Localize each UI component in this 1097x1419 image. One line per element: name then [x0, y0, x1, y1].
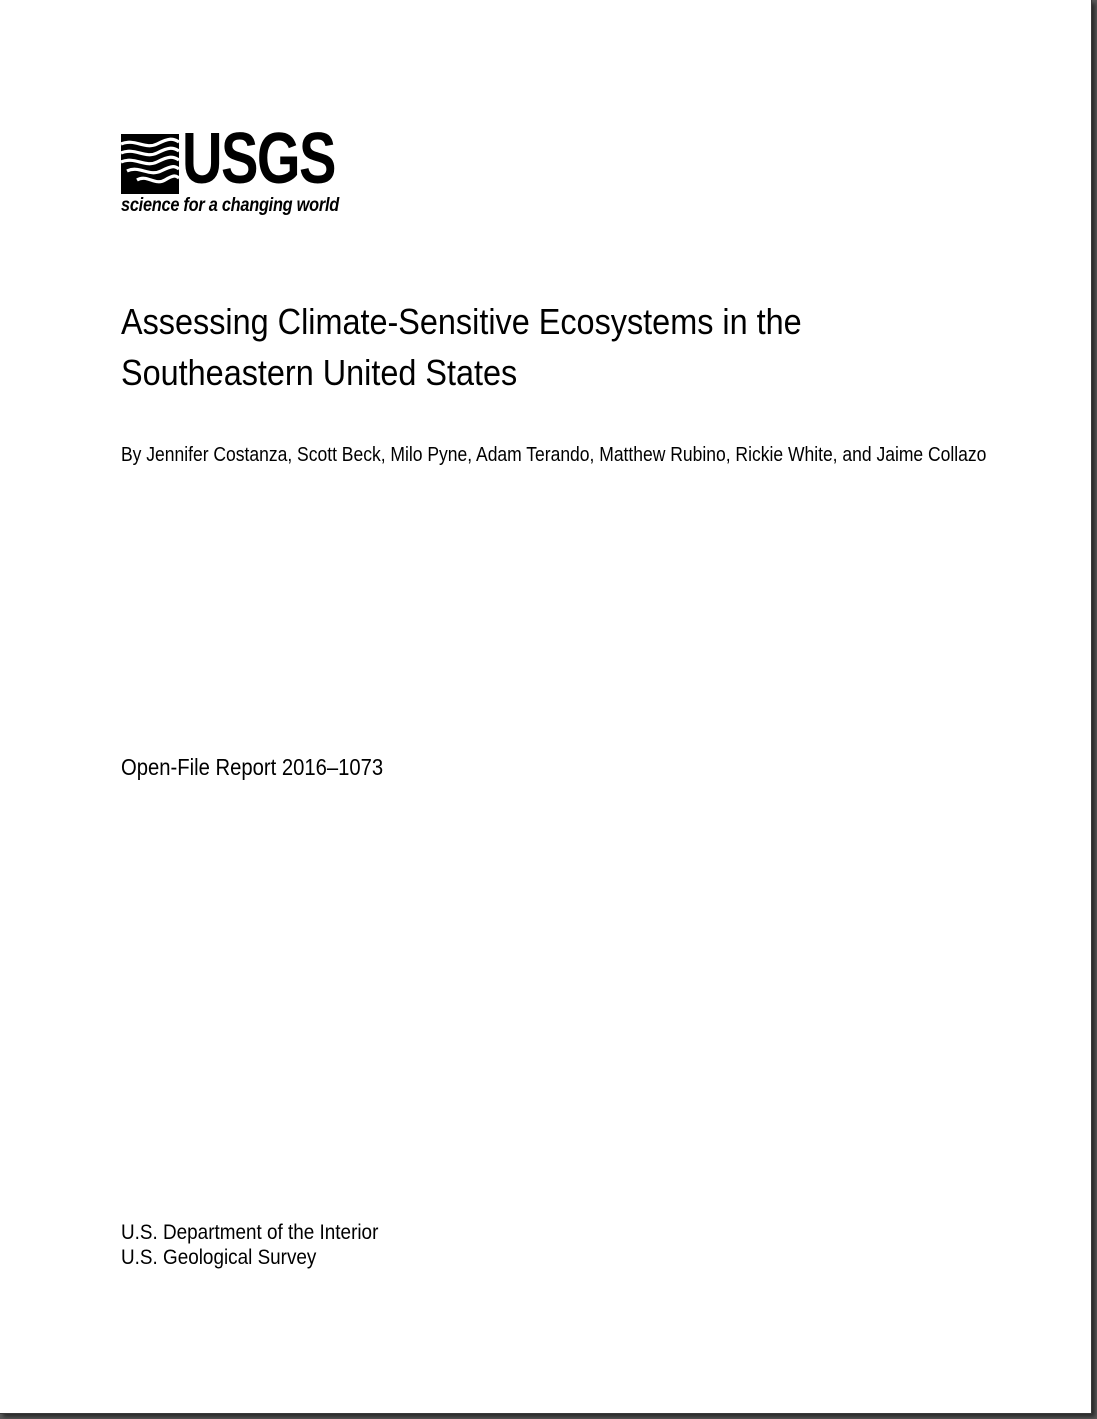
agency-department: U.S. Department of the Interior	[121, 1221, 379, 1244]
usgs-logo	[121, 119, 361, 220]
report-title	[121, 296, 841, 398]
report-title-line-1: Assessing Climate-Sensitive Ecosystems in the	[121, 301, 802, 342]
agency-block	[121, 1220, 378, 1270]
usgs-wave-mark-icon	[121, 134, 179, 194]
report-title-line-2: Southeastern United States	[121, 352, 518, 393]
agency-survey: U.S. Geological Survey	[121, 1246, 317, 1269]
usgs-tagline: science for a changing world	[121, 195, 339, 216]
report-number: Open-File Report 2016–1073	[121, 754, 384, 780]
usgs-wordmark: USGS	[182, 119, 335, 199]
author-list: By Jennifer Costanza, Scott Beck, Milo Pyne, Adam Terando, Matthew Rubino, Rickie White, and Jaime Collazo	[121, 444, 987, 466]
